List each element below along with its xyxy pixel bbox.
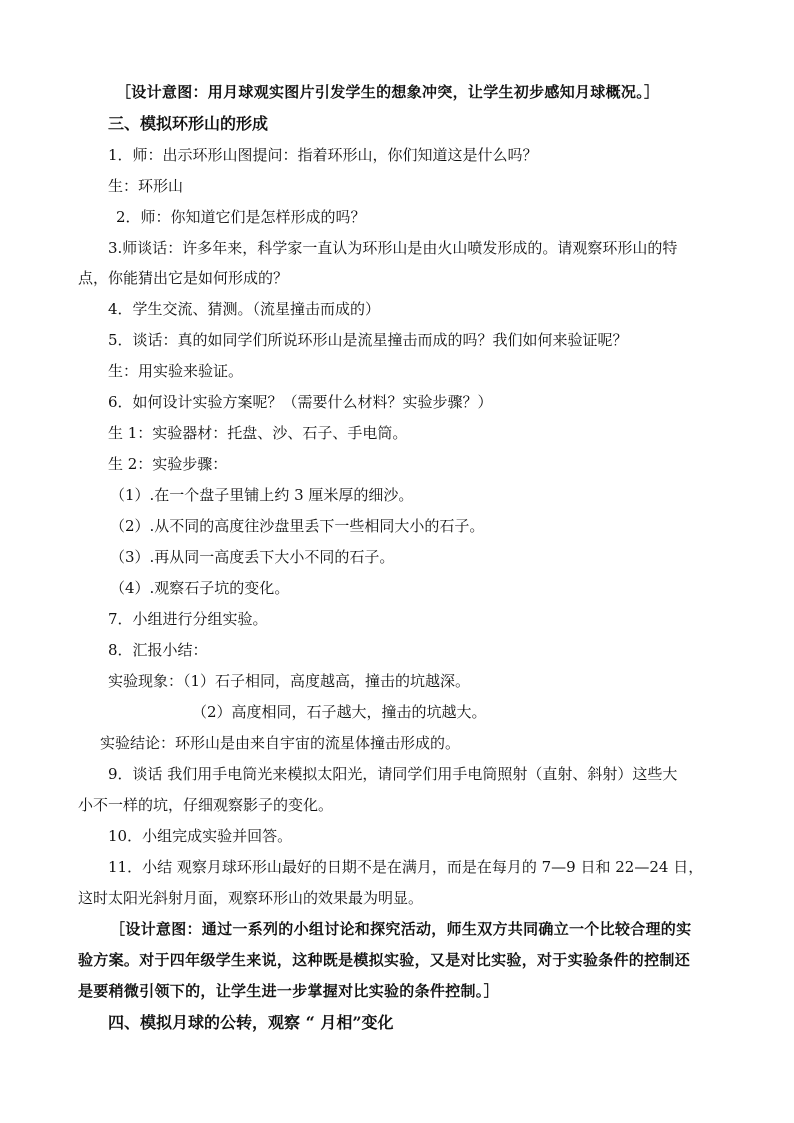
- procedure-item: （4）.观察石子坑的变化。: [110, 579, 290, 597]
- design-intent-note: 是要稍微引领下的，让学生进一步掌握对比实验的条件控制。］: [78, 982, 499, 1000]
- design-intent-note: 验方案。对于四年级学生来说，这种既是模拟实验，又是对比实验，对于实验条件的控制还: [78, 951, 691, 969]
- paragraph-line: 生：环形山: [108, 177, 184, 195]
- paragraph-line: （2）高度相同，石子越大，撞击的坑越大。: [192, 703, 487, 721]
- paragraph-line: 8．汇报小结：: [108, 641, 208, 659]
- paragraph-line: 生 1：实验器材：托盘、沙、石子、手电筒。: [108, 424, 408, 442]
- paragraph-line: 1．师：出示环形山图提问：指着环形山，你们知道这是什么吗？: [108, 146, 538, 164]
- procedure-item: （2）.从不同的高度往沙盘里丢下一些相同大小的石子。: [110, 517, 485, 535]
- paragraph-line: 小不一样的坑，仔细观察影子的变化。: [78, 796, 334, 814]
- paragraph-line: 生 2：实验步骤：: [108, 455, 228, 473]
- paragraph-line: 3.师谈话：许多年来，科学家一直认为环形山是由火山喷发形成的。请观察环形山的特: [108, 239, 678, 257]
- paragraph-line: 4．学生交流、猜测。（流星撞击而成的）: [108, 300, 381, 318]
- paragraph-line: 生：用实验来验证。: [108, 362, 244, 380]
- section-heading: 三、模拟环形山的形成: [108, 114, 269, 133]
- paragraph-line: 这时太阳光斜射月面，观察环形山的效果最为明显。: [78, 889, 424, 907]
- paragraph-line: 7．小组进行分组实验。: [108, 610, 268, 628]
- paragraph-line: 10．小组完成实验并回答。: [108, 827, 293, 845]
- paragraph-line: 2．师：你知道它们是怎样形成的吗？: [116, 208, 366, 226]
- paragraph-line: 9．谈话 我们用手电筒光来模拟太阳光，请同学们用手电筒照射（直射、斜射）这些大: [108, 765, 678, 783]
- paragraph-line: 点，你能猜出它是如何形成的？: [78, 269, 289, 287]
- paragraph-line: 实验结论：环形山是由来自宇宙的流星体撞击形成的。: [100, 734, 461, 752]
- paragraph-line: 11．小结 观察月球环形山最好的日期不是在满月，而是在每月的 7—9 日和 22—24 日，: [108, 858, 704, 876]
- paragraph-line: 6．如何设计实验方案呢？（需要什么材料？实验步骤？）: [108, 393, 493, 411]
- design-intent-note: ［设计意图：通过一系列的小组讨论和探究活动，师生双方共同确立一个比较合理的实: [110, 920, 692, 938]
- section-heading: 四、模拟月球的公转，观察 “ 月相”变化: [108, 1013, 394, 1032]
- paragraph-line: 实验现象：（1）石子相同，高度越高，撞击的坑越深。: [108, 672, 471, 690]
- design-intent-note: ［设计意图：用月球观实图片引发学生的想象冲突，让学生初步感知月球概况。］: [116, 83, 660, 101]
- procedure-item: （3）.再从同一高度丢下大小不同的石子。: [110, 548, 395, 566]
- procedure-item: （1）.在一个盘子里铺上约 3 厘米厚的细沙。: [110, 486, 414, 504]
- paragraph-line: 5．谈话：真的如同学们所说环形山是流星撞击而成的吗？我们如何来验证呢？: [108, 331, 628, 349]
